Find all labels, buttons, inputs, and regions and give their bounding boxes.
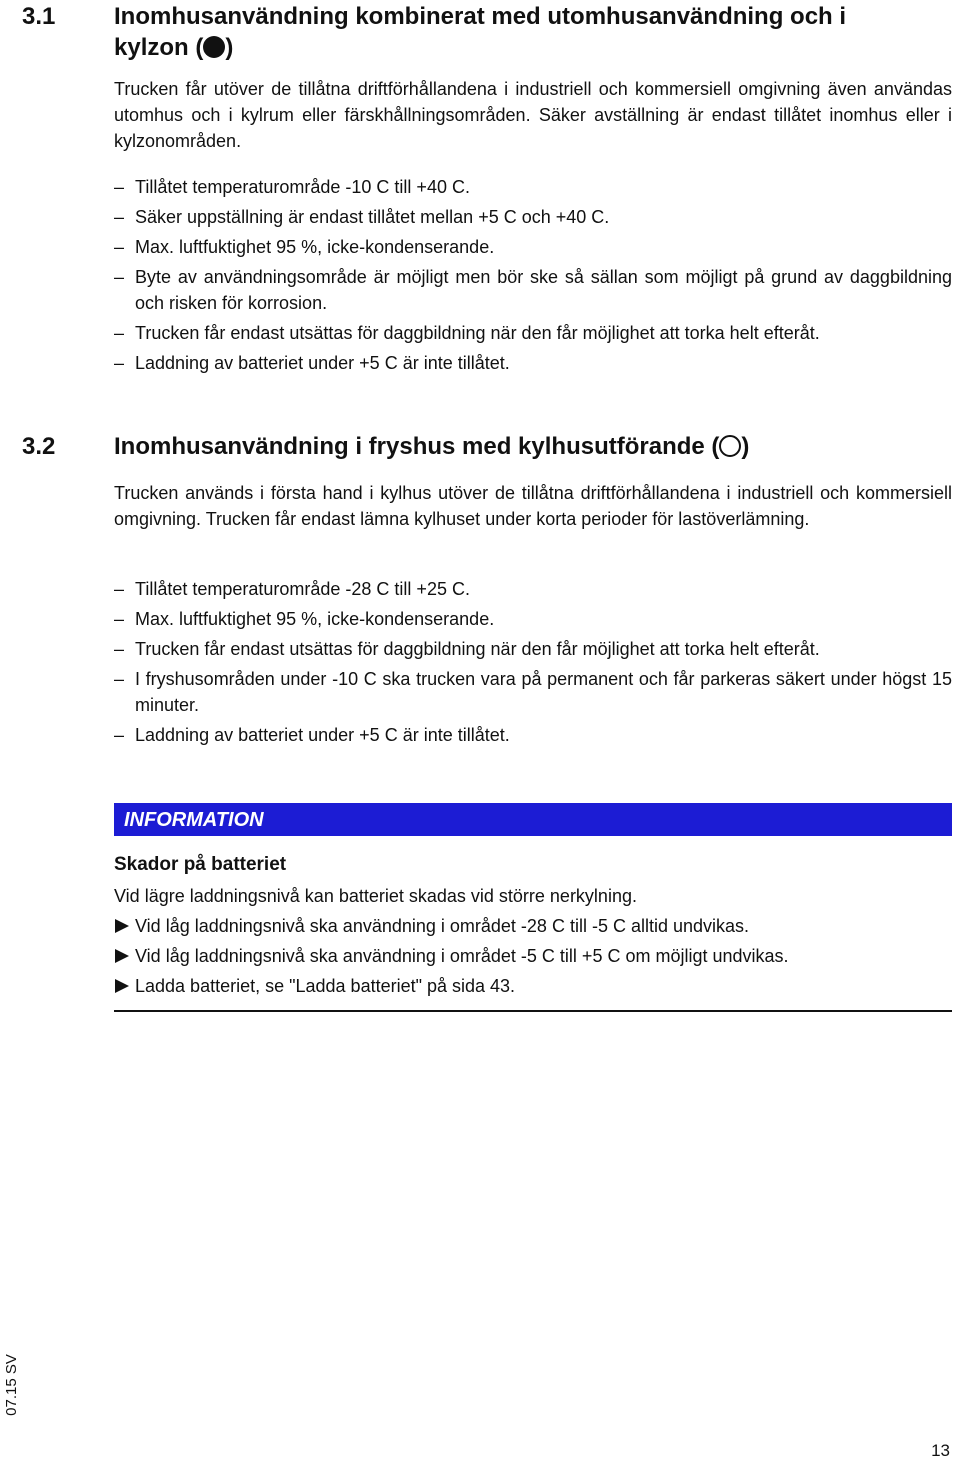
list-item (114, 350, 952, 376)
action-steps (114, 913, 960, 1003)
list-item (114, 174, 952, 200)
list-item-text: Byte av användningsområde är möjligt men bör ske så sällan som möjligt på grund av daggbildning och risken för korrosion. (135, 267, 952, 313)
information-label: INFORMATION (124, 809, 264, 831)
dash-icon: – (114, 669, 125, 689)
dash-icon: – (114, 579, 125, 599)
dash-icon: – (114, 639, 125, 659)
list-item-text: Max. luftfuktighet 95 %, icke-kondenserande. (135, 609, 495, 629)
information-heading: Skador på batteriet (114, 854, 287, 875)
action-step-text: Vid låg laddningsnivå ska användning i området -5 C till +5 C om möjligt undvikas. (135, 946, 789, 966)
section-title (114, 1, 934, 63)
dash-icon: – (114, 207, 125, 227)
list-item (114, 204, 952, 230)
triangle-right-icon (115, 949, 129, 963)
list-item-text: Max. luftfuktighet 95 %, icke-kondenserande. (135, 237, 495, 257)
list-item-text: I fryshusområden under -10 C ska trucken vara på permanent och får parkeras säkert under högst 15 minuter. (135, 669, 952, 715)
edition-text: 07.15 SV (3, 1354, 20, 1416)
list-item (114, 606, 952, 632)
dash-icon: – (114, 353, 125, 373)
section-paragraph: Trucken får utöver de tillåtna driftförhållandena i industriell och kommersiell omgivning även användas utomhus och i kylrum eller färskhållningsområden. Säker avställning är endast tillåtet inomhus eller i kylzonområden. (114, 79, 952, 151)
triangle-right-icon (115, 979, 129, 993)
list-item (114, 320, 952, 346)
list-item (114, 666, 952, 718)
action-step-text: Ladda batteriet, se "Ladda batteriet" på sida 43. (135, 976, 516, 996)
section-title-close: ) (225, 34, 234, 61)
list-item-text: Trucken får endast utsättas för daggbildning när den får möjlighet att torka helt efteråt. (135, 323, 820, 343)
list-item (114, 722, 952, 748)
dash-icon: – (114, 609, 125, 629)
list-item-text: Säker uppställning är endast tillåtet mellan +5 C och +40 C. (135, 207, 610, 227)
list-item-text: Tillåtet temperaturområde -10 C till +40 C. (135, 177, 470, 197)
section-number: 3.2 (22, 433, 56, 460)
section-title-text: kylzon ( (114, 34, 204, 61)
condition-list (114, 576, 952, 752)
triangle-right-icon (115, 919, 129, 933)
dash-icon: – (114, 177, 125, 197)
list-item-text: Tillåtet temperaturområde -28 C till +25 C. (135, 579, 470, 599)
section-number: 3.1 (22, 3, 56, 30)
list-item (114, 264, 952, 316)
action-step-text: Vid låg laddningsnivå ska användning i området -28 C till -5 C alltid undvikas. (135, 916, 750, 936)
list-item (114, 636, 952, 662)
information-end-rule (114, 1010, 952, 1012)
list-item-text: Laddning av batteriet under +5 C är inte tillåtet. (135, 353, 510, 373)
list-item-text: Trucken får endast utsättas för daggbildning när den får möjlighet att torka helt efteråt. (135, 639, 820, 659)
action-step (114, 913, 960, 939)
list-item (114, 234, 952, 260)
section-heading-3-1 (0, 1, 940, 63)
hollow-circle-icon (719, 435, 741, 457)
dash-icon: – (114, 323, 125, 343)
section-title (114, 431, 934, 462)
page-number: 13 (931, 1441, 950, 1460)
section-title-text: Inomhusanvändning i fryshus med kylhusutförande ( (114, 433, 720, 460)
dash-icon: – (114, 267, 125, 287)
filled-circle-icon (203, 36, 225, 58)
condition-list (114, 174, 952, 380)
action-step (114, 973, 960, 999)
information-text: Vid lägre laddningsnivå kan batteriet skadas vid större nerkylning. (114, 886, 637, 906)
dash-icon: – (114, 725, 125, 745)
section-title-line-2 (114, 32, 934, 63)
section-heading-3-2 (0, 431, 940, 462)
edition-marker (0, 1345, 24, 1425)
section-paragraph: Trucken används i första hand i kylhus utöver de tillåtna driftförhållandena i industriell och kommersiell omgivning. Trucken får endast lämna kylhuset under korta perioder för lastöverlämning. (114, 483, 952, 529)
action-step (114, 943, 960, 969)
section-title-line-1: Inomhusanvändning kombinerat med utomhusanvändning och i (114, 3, 847, 30)
list-item (114, 576, 952, 602)
list-item-text: Laddning av batteriet under +5 C är inte tillåtet. (135, 725, 510, 745)
dash-icon: – (114, 237, 125, 257)
section-title-close: ) (741, 433, 750, 460)
information-banner (114, 803, 952, 836)
